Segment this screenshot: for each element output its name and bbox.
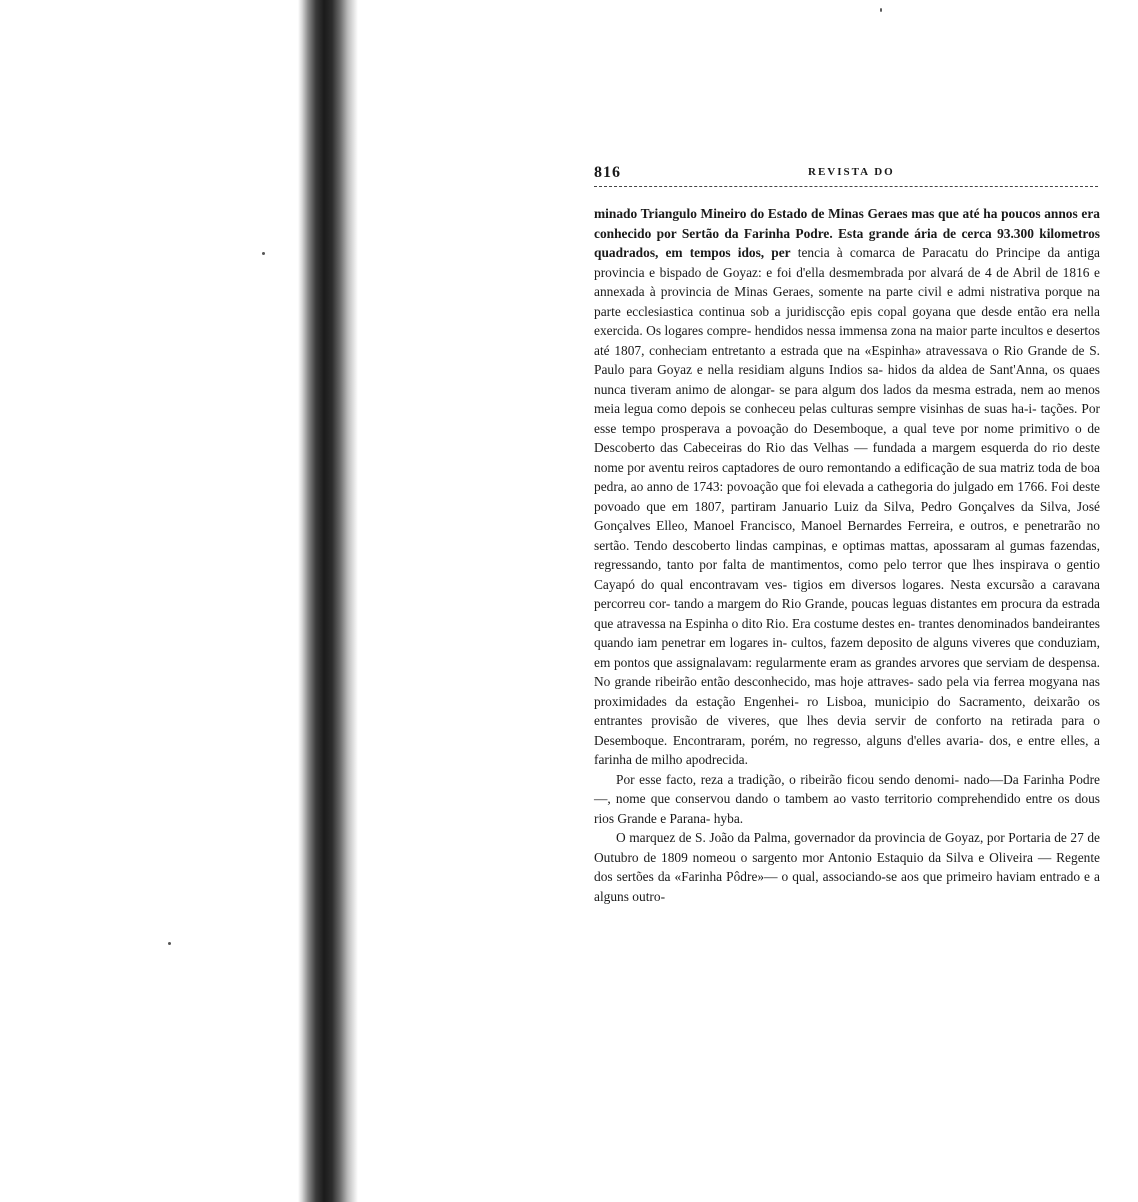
text-line: como depois se conheceu pelas culturas sempre visinhas de suas ha-i- (656, 401, 1037, 416)
text-line: de boa pedra, ao anno de 1743: povoação que foi elevada a cathegoria (594, 459, 1100, 494)
text-line: despensa. No grande ribeirão então desconhecido, mas hoje attraves- (594, 654, 1100, 689)
text-line: nado—Da Farinha Podre—, nome que conservou dando o tambem ao (594, 771, 1100, 806)
text-line: o qual, associando-se aos que primeiro haviam entrado e a alguns outro- (594, 869, 1100, 904)
text-line: hendidos nessa immensa zona na maior parte incultos e desertos até (594, 323, 1100, 358)
text-line: hyba. (713, 810, 744, 826)
text-line: tando a margem do Rio Grande, poucas leguas distantes em procura da (674, 596, 1059, 611)
text-line: Francisco, Manoel Bernardes Ferreira, e outros, e penetrarão no sertão. (594, 518, 1100, 553)
text-line: minado Triangulo Mineiro do Estado de Minas Geraes mas que até (594, 206, 980, 221)
text-line: sado pela via ferrea mogyana nas proximidades da estação Engenhei- (594, 674, 1100, 709)
text-line: de Goyaz: e foi d'ella desmembrada por alvará de 4 de Abril de 1816 (705, 264, 1090, 280)
header-rule (594, 186, 1098, 187)
paragraph (594, 770, 1100, 829)
text-line: cultos, fazem deposito de alguns viveres que conduziam, em pontos que (594, 635, 1101, 670)
text-line: se para algum dos lados da mesma estrada, nem ao menos meia legua (594, 381, 1100, 416)
text-line: nistrativa porque na parte ecclesiastica continua sob a juridiscção epis (594, 284, 1100, 319)
book-gutter (298, 0, 358, 1202)
text-line: gumas fazendas, regressando, tanto por falta de mantimentos, como pelo (594, 537, 1100, 572)
book-page (582, 160, 1102, 904)
scan-speck (880, 8, 882, 12)
text-line: terror que lhes inspirava o gentio Cayapó do qual encontravam ves- (594, 557, 1100, 592)
scan-speck (262, 252, 265, 255)
text-line: Por esse facto, reza a tradição, o ribeirão ficou sendo denomi- (616, 771, 960, 787)
page-number: 816 (594, 164, 621, 181)
text-line: reiros captadores de ouro remontando a edificação de sua matriz toda (687, 459, 1061, 475)
page-header (582, 160, 1102, 186)
text-line: Tendo descoberto lindas campinas, e optimas mattas, apossaram al (634, 537, 1005, 553)
text-line: grande ária de cerca 93.300 kilometros quadrados, em tempos idos, per (594, 225, 1101, 260)
text-line: estrada que atravessa na Espinha o dito Rio. Era costume destes en- (594, 596, 1100, 631)
text-line: Estaquio da Silva e Oliveira — Regente dos sertões da «Farinha Pôdre»— (594, 849, 1100, 884)
text-line: ha poucos annos era conhecido por Sertão da Farinha Podre. Esta (594, 206, 1100, 241)
text-line: e annexada à provincia de Minas Geraes, somente na parte civil e admi (594, 264, 1100, 299)
text-line: tencia à comarca de Paracatu do Principe da antiga provincia e bispado (594, 245, 1100, 280)
paragraph (594, 828, 1100, 906)
text-line: vasto territorio comprehendido entre os dous rios Grande e Parana- (594, 791, 1100, 826)
text-line: 1807, conheciam entretanto a estrada que na «Espinha» atravessava o (614, 342, 1000, 358)
text-line: tações. Por esse tempo prosperava a povoação do Desemboque, a qual (594, 401, 1100, 436)
text-line: assignalavam: regularmente eram as grandes arvores que serviam de (676, 654, 1045, 670)
text-line: por Portaria de 27 de Outubro de 1809 nomeou o sargento mor Antonio (594, 830, 1100, 865)
text-line: Luiz da Silva, Pedro Gonçalves da Silva, José Gonçalves Elleo, Manoel (594, 498, 1100, 533)
scan-speck (168, 942, 171, 945)
text-line: Rio Grande de S. Paulo para Goyaz e nella residiam alguns Indios sa- (594, 342, 1100, 377)
text-line: dos, e entre elles, a farinha de milho apodrecida. (594, 732, 1100, 767)
text-line: do julgado em 1766. Foi deste povoado que em 1807, partiram Januario (594, 479, 1100, 514)
text-line: trantes denominados bandeirantes quando iam penetrar em logares in- (594, 615, 1100, 650)
text-line: tigios em diversos logares. Nesta excursão a caravana percorreu cor- (594, 576, 1100, 611)
text-line: copal goyana que desde então era nella exercida. Os logares compre- (594, 303, 1100, 338)
text-line: teve por nome primitivo o de Descoberto das Cabeceiras do Rio das (594, 420, 1100, 455)
text-line: ro Lisboa, municipio do Sacramento, deixarão os entrantes provisão (594, 693, 1100, 728)
paragraph (594, 204, 1100, 770)
running-title: REVISTA DO (808, 166, 895, 178)
text-line: O marquez de S. João da Palma, governador da provincia de Goyaz, (616, 830, 984, 845)
text-line: de viveres, que lhes devia servir de conforto na retirada para o (706, 713, 1100, 728)
text-line: hidos da aldea de Sant'Anna, os quaes nunca tiveram animo de alongar- (594, 362, 1100, 397)
text-line: Desemboque. Encontraram, porém, no regresso, alguns d'elles avaria- (594, 732, 984, 748)
body-text (594, 204, 1100, 906)
text-line: Velhas — fundada a margem esquerda do rio deste nome por aventu (594, 440, 1101, 475)
